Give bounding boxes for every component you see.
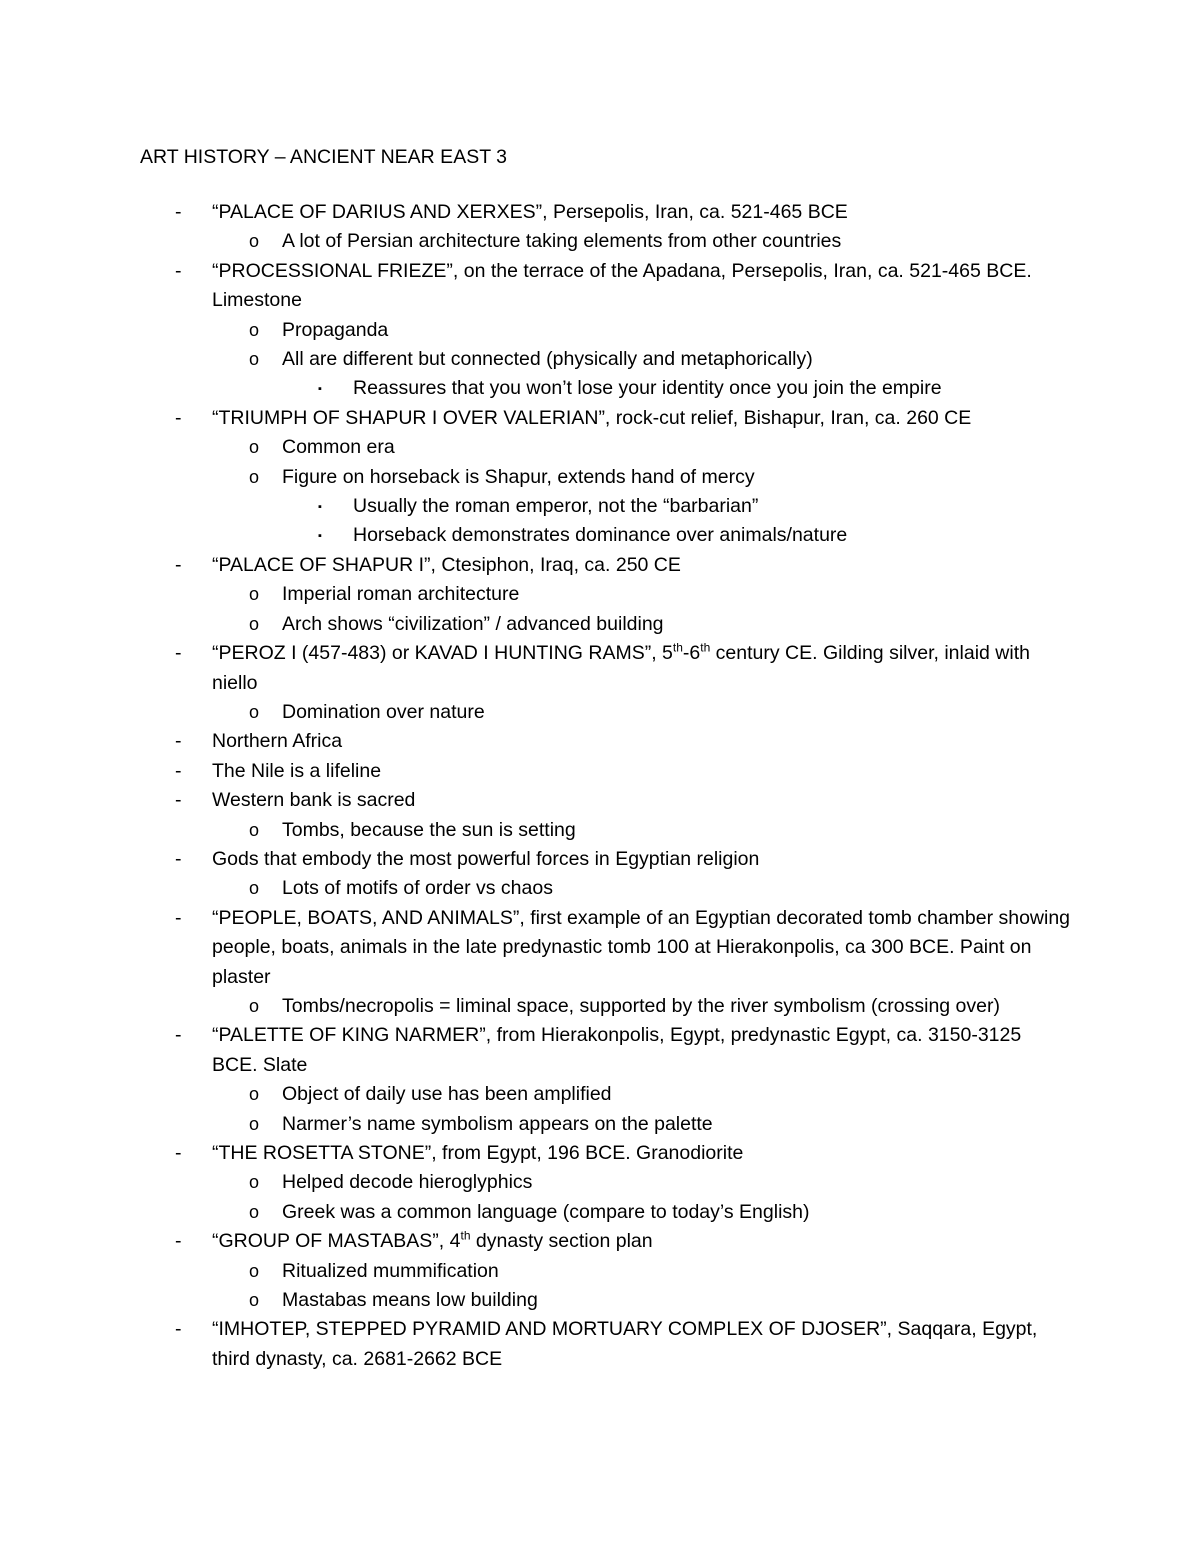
outline-item-text: “IMHOTEP, STEPPED PYRAMID AND MORTUARY COMPLEX OF DJOSER”, Saqqara, Egypt, third dynasty, ca. 2681-2662 BCE [212,1318,1038,1370]
circle-bullet: o [249,319,260,340]
circle-bullet: o [249,584,260,605]
dash-bullet: - [175,1142,182,1164]
outline-item-level2 [0,345,1072,374]
circle-bullet: o [249,1172,260,1193]
outline-item-text: Lots of motifs of order vs chaos [282,877,553,900]
outline-item-text: A lot of Persian architecture taking elements from other countries [282,230,842,253]
outline-item-text: “GROUP OF MASTABAS”, 4 [212,1230,461,1253]
outline-item-level1 [0,757,1072,786]
outline-item-level2 [0,227,1072,256]
outline-item-text: dynasty section plan [470,1230,653,1253]
circle-bullet: o [249,701,260,722]
dash-bullet: - [175,1024,182,1047]
outline-item-level1 [0,727,1072,756]
outline-item-text: “PALACE OF DARIUS AND XERXES”, Persepolis, Iran, ca. 521-465 BCE [212,201,848,223]
circle-bullet: o [249,1201,260,1222]
outline-item-level3 [0,521,1073,550]
circle-bullet: o [249,878,260,899]
outline-item-text: Tombs/necropolis = liminal space, supported by the river symbolism (crossing over) [282,994,1000,1017]
outline-item-level2 [0,1198,1072,1227]
outline-item-text: Tombs, because the sun is setting [282,818,576,841]
dash-bullet: - [175,847,182,870]
outline-item-level1 [0,1139,1072,1168]
dash-bullet: - [175,906,182,929]
circle-bullet: o [249,995,260,1016]
outline-item-text: “PALETTE OF KING NARMER”, from Hierakonpolis, Egypt, predynastic Egypt, ca. 3150-3125 BCE. Slate [212,1024,1022,1076]
dash-bullet: - [175,406,182,429]
dash-bullet: - [175,730,182,753]
dash-bullet: - [175,201,182,223]
dash-bullet: - [175,259,182,282]
outline-item-level1 [0,786,1072,815]
circle-bullet: o [249,819,260,840]
dash-bullet: - [175,789,182,812]
outline-item-level2 [0,874,1072,903]
square-bullet: ▪ [318,501,322,514]
outline-item-level2 [0,580,1072,609]
outline-item-level1 [0,1227,1072,1256]
outline-item-level1 [0,639,1072,698]
outline-item-text: “THE ROSETTA STONE”, from Egypt, 196 BCE. Granodiorite [212,1142,744,1164]
dash-bullet: - [175,1318,182,1341]
circle-bullet: o [249,466,260,487]
outline-item-text: Reassures that you won’t lose your identity once you join the empire [353,377,942,400]
outline-item-level1 [0,1021,1072,1080]
outline-item-level2 [0,1168,1072,1197]
outline-item-level1 [0,904,1072,992]
dash-bullet: - [175,1230,182,1253]
outline-item-level2 [0,433,1072,462]
notes-outline [0,198,1200,1374]
outline-item-level1 [0,257,1072,316]
superscript-text: th [672,640,683,655]
outline-item-level2 [0,316,1072,345]
outline-item-text: The Nile is a lifeline [212,759,382,782]
circle-bullet: o [249,613,260,634]
outline-item-text: “PEROZ I (457-483) or KAVAD I HUNTING RAMS”, 5 [212,642,673,665]
outline-item-level2 [0,992,1072,1021]
outline-item-text: All are different but connected (physically and metaphorically) [282,348,813,371]
outline-item-level3 [0,374,1073,403]
circle-bullet: o [249,437,260,458]
circle-bullet: o [249,1084,260,1105]
outline-item-text: Domination over nature [282,700,485,723]
circle-bullet: o [249,231,260,252]
outline-item-text: Propaganda [282,318,389,341]
outline-item-text: “PROCESSIONAL FRIEZE”, on the terrace of the Apadana, Persepolis, Iran, ca. 521-465 BCE. Limestone [212,259,1032,312]
superscript-text: th [460,1228,471,1243]
outline-item-level2 [0,1286,1072,1315]
outline-item-text: Horseback demonstrates dominance over animals/nature [353,524,848,547]
circle-bullet: o [249,1113,260,1134]
outline-item-level1 [0,551,1072,580]
outline-item-text: Figure on horseback is Shapur, extends hand of mercy [282,465,755,488]
outline-item-text: Gods that embody the most powerful forces in Egyptian religion [212,847,760,870]
outline-item-level2 [0,463,1072,492]
outline-item-level2 [0,698,1072,727]
outline-item-text: Arch shows “civilization” / advanced building [282,612,664,635]
document-title: ART HISTORY – ANCIENT NEAR EAST 3 [140,146,508,168]
dash-bullet: - [175,553,182,576]
outline-item-level2 [0,1080,1072,1109]
outline-item-level1 [0,198,1072,227]
dash-bullet: - [175,759,182,782]
circle-bullet: o [249,1260,260,1281]
outline-item-level1 [0,845,1072,874]
outline-item-text: Narmer’s name symbolism appears on the palette [282,1112,713,1135]
circle-bullet: o [249,349,260,370]
outline-item-level1 [0,404,1072,433]
outline-item-level2 [0,816,1072,845]
outline-item-text: Northern Africa [212,730,343,753]
outline-item-text: Greek was a common language (compare to today’s English) [282,1200,810,1223]
outline-item-level2 [0,1110,1072,1139]
outline-item-level2 [0,1257,1072,1286]
superscript-text: th [700,640,711,655]
outline-item-text: Imperial roman architecture [282,583,520,606]
outline-item-level3 [0,492,1073,521]
outline-item-text: Helped decode hieroglyphics [282,1171,533,1194]
square-bullet: ▪ [318,530,322,543]
circle-bullet: o [249,1290,260,1311]
outline-item-text: Western bank is sacred [212,789,416,812]
outline-item-text: Common era [282,436,395,459]
outline-item-text: “TRIUMPH OF SHAPUR I OVER VALERIAN”, rock-cut relief, Bishapur, Iran, ca. 260 CE [212,406,972,429]
square-bullet: ▪ [318,383,322,396]
outline-item-text: Usually the roman emperor, not the “barbarian” [353,495,759,518]
outline-item-text: century CE. Gilding silver, inlaid with niello [212,642,1030,694]
outline-item-text: Object of daily use has been amplified [282,1083,612,1106]
outline-item-text: “PALACE OF SHAPUR I”, Ctesiphon, Iraq, ca. 250 CE [212,553,681,576]
outline-item-text: -6 [682,642,701,665]
outline-item-text: “PEOPLE, BOATS, AND ANIMALS”, first example of an Egyptian decorated tomb chamber showing people, boats, animals in the late predynastic tomb 100 at Hierakonpolis, ca 300 BCE. Paint on plaster [212,906,1071,988]
outline-item-text: Ritualized mummification [282,1259,499,1282]
outline-item-level1 [0,1315,1072,1374]
outline-item-text: Mastabas means low building [282,1289,538,1312]
outline-item-level2 [0,610,1072,639]
dash-bullet: - [175,642,182,665]
